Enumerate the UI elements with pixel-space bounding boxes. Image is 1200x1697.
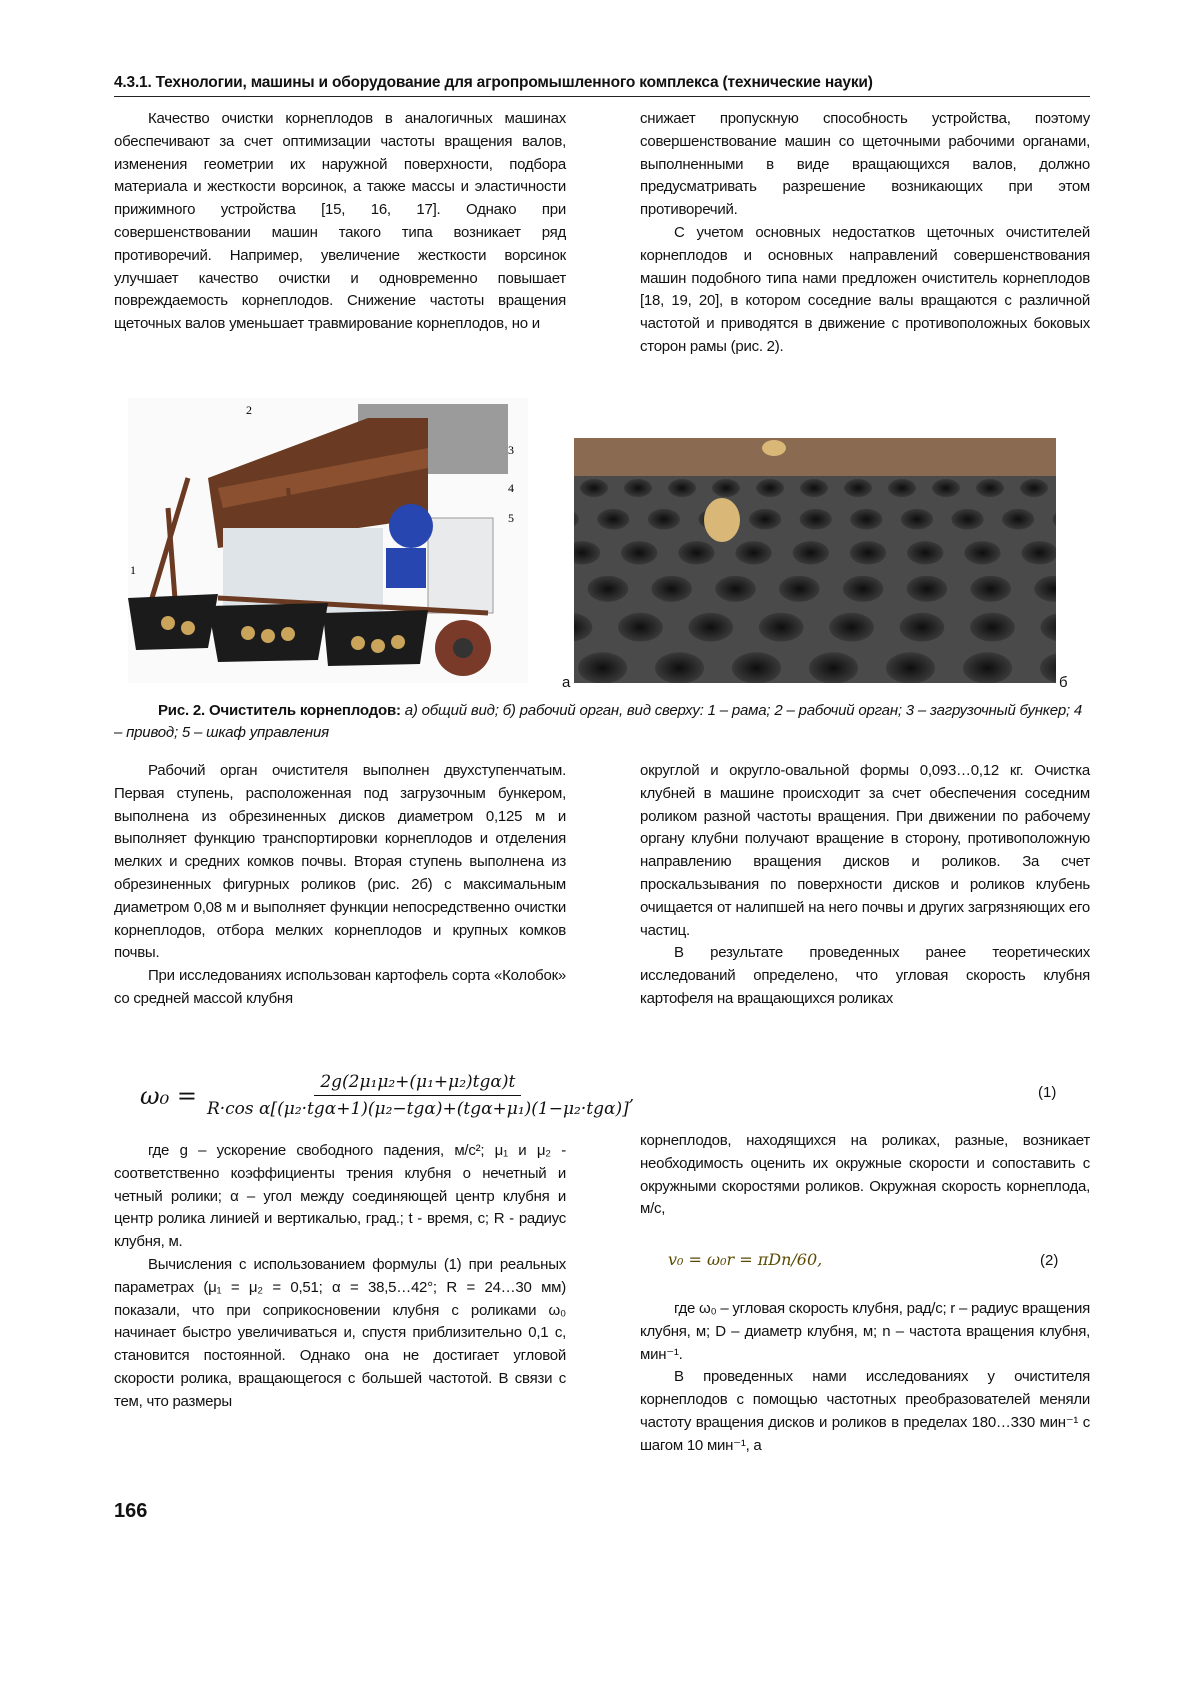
roller-gap [597, 509, 629, 530]
photo-working-body [574, 438, 1056, 683]
roller-gap [843, 576, 884, 602]
roller-gap [850, 509, 882, 530]
text-column-bottom-left [114, 1140, 566, 1414]
paragraph: корнеплодов, находящихся на роликах, разные, возникает необходимость оценить их окружные скорости и сопоставить с окружными скоростями роликов. Окружная скорость корнеплода, м/с, [640, 1132, 1090, 1218]
roller-gap [800, 479, 828, 497]
roller-gap [588, 576, 629, 602]
figure-label-a: а [562, 674, 571, 691]
photo-general-view [128, 398, 528, 683]
roller-gap [907, 541, 943, 564]
formula-denominator: R·cos α[(μ₂·tgα+1)(μ₂−tgα)+(tgα+μ₁)(1−μ₂·tgα)] [206, 1099, 629, 1119]
formula-2: v₀ = ω₀r = πDn/60, [668, 1250, 823, 1269]
paragraph: Качество очистки корнеплодов в аналогичных машинах обеспечивают за счет оптимизации частоты вращения валов, изменения геометрии их наружной поверхности, подбора материала и жесткости ворсинок, а также массы и эластичности прижимного устройства [15, 16, 17]. Однако при совершенствовании машин такого типа возникает ряд противоречий. Например, увеличение жесткости ворсинок улучшает качество очистки и одновременно повышает повреждаемость корнеплодов. Снижение частоты вращения щеточных валов уменьшает травмирование корнеплодов, но и [114, 110, 566, 333]
text-column-top-right [640, 108, 1090, 359]
roller-gap [678, 541, 714, 564]
formula-lhs: ω₀ = [140, 1081, 197, 1110]
roller-gap [618, 613, 663, 642]
caption-text: а) общий вид; б) рабочий орган, вид сверху: 1 – рама; 2 – рабочий орган; 3 – загрузочный бункер; 4 – привод; 5 – шкаф управления [114, 702, 1083, 741]
roller-gap [1020, 479, 1048, 497]
roller-gap [907, 576, 948, 602]
roller-gap [900, 613, 945, 642]
figure-label-b: б [1059, 674, 1068, 691]
page-number: 166 [114, 1500, 148, 1522]
paragraph: В результате проведенных ранее теоретических исследований определено, что угловая скорость клубня картофеля на вращающихся роликах [640, 944, 1090, 1007]
paragraph: округлой и округло-овальной формы 0,093…0,12 кг. Очистка клубней в машине происходит за счет обеспечения соседним роликом разной частоты вращения. При движении по рабочему органу клубни получают вращение в сторону, противоположную направлению вращения дисков и роликов. За счет проскальзывания по поверхности дисков и роликов клубень очищается от налипшей на него почвы и других загрязняющих его частиц. [640, 762, 1090, 939]
formula-fraction [207, 1072, 629, 1119]
roller-gap [844, 479, 872, 497]
text-column-bottom-right-2 [640, 1298, 1090, 1458]
roller-gap [624, 479, 652, 497]
text-column-top-left [114, 108, 566, 336]
roller-gap [756, 479, 784, 497]
roller-gap [829, 613, 874, 642]
roller-gap [800, 509, 832, 530]
roller-gap [888, 479, 916, 497]
text-column-mid-right [640, 760, 1090, 1011]
roller-gap [580, 479, 608, 497]
text-column-bottom-right [640, 1130, 1090, 1221]
caption-title: Рис. 2. Очиститель корнеплодов: [158, 702, 401, 719]
equation-number-1: (1) [1038, 1084, 1057, 1101]
roller-gap [651, 576, 692, 602]
roller-gap [976, 479, 1004, 497]
roller-gap [970, 613, 1015, 642]
roller-gap [793, 541, 829, 564]
text-column-mid-left [114, 760, 566, 1011]
figure-caption [114, 700, 1090, 744]
roller-gap [779, 576, 820, 602]
paragraph: Вычисления с использованием формулы (1) при реальных параметрах (μ₁ = μ₂ = 0,51; α = 38,5…42°; R = 24…30 мм) показали, что при соприкосновении клубня с роликами ω₀ начинает быстро увеличиваться и, спустя приблизительно 0,1 с, становится постоянной. Однако она не достигает угловой скорости ролика, вращающегося с большей частотой. В связи с тем, что размеры [114, 1255, 566, 1410]
roller-gap [886, 652, 935, 683]
roller-gap [1002, 509, 1034, 530]
roller-gap [970, 576, 1011, 602]
running-header: 4.3.1. Технологии, машины и оборудование для агропромышленного комплекса (технические науки) [114, 74, 1090, 97]
callout-4: 4 [508, 481, 514, 495]
roller-gap [715, 576, 756, 602]
roller-gap [850, 541, 886, 564]
roller-gap [951, 509, 983, 530]
roller-gap [655, 652, 704, 683]
roller-gap [809, 652, 858, 683]
paragraph: С учетом основных недостатков щеточных очистителей корнеплодов и основных направлений совершенствования машин подобного типа нами предложен очиститель корнеплодов [18, 19, 20], в котором соседние валы вращаются с различной частотой и приводятся в движение с противоположных боковых сторон рамы (рис. 2). [640, 223, 1090, 355]
roller-gap [964, 541, 1000, 564]
roller-gap [759, 613, 804, 642]
formula-tail: , [628, 1085, 635, 1106]
roller-gap [688, 613, 733, 642]
roller-gap [668, 479, 696, 497]
paragraph: При исследованиях использован картофель сорта «Колобок» со средней массой клубня [114, 967, 566, 1007]
roller-gap [621, 541, 657, 564]
roller-gap [712, 479, 740, 497]
roller-gap [932, 479, 960, 497]
roller-gap [749, 509, 781, 530]
roller-gap [963, 652, 1012, 683]
roller-gap [901, 509, 933, 530]
roller-gap [735, 541, 771, 564]
paragraph: снижает пропускную способность устройства, поэтому совершенствование машин со щеточными рабочими органами, выполненными в виде вращающихся валов, должно предусматривать разрешение возникающих при этом противоречий. [640, 110, 1090, 219]
callout-5: 5 [508, 511, 514, 525]
paragraph: где ω₀ – угловая скорость клубня, рад/с; r – радиус вращения клубня, м; D – диаметр клубня, м; n – частота вращения клубня, мин⁻¹. [640, 1300, 1090, 1363]
roller-gap [732, 652, 781, 683]
formula-1 [140, 1072, 634, 1119]
callout-1: 1 [130, 563, 136, 577]
equation-number-2: (2) [1040, 1252, 1059, 1269]
roller-gap [648, 509, 680, 530]
callout-3: 3 [508, 443, 514, 457]
paragraph: где g – ускорение свободного падения, м/с²; μ₁ и μ₂ - соответственно коэффициенты трения клубня о нечетный и четный ролики; α – угол между соединяющей центр клубня и центр ролика линией и вертикалью, град.; t - время, с; R - радиус клубня, м. [114, 1142, 566, 1251]
callout-2: 2 [246, 403, 252, 417]
formula-numerator: 2g(2μ₁μ₂+(μ₁+μ₂)tgα)t [314, 1072, 521, 1096]
roller-gap [578, 652, 627, 683]
paragraph: В проведенных нами исследованиях у очистителя корнеплодов с помощью частотных преобразователей меняли частоту вращения дисков и роликов в пределах 180…330 мин⁻¹ с шагом 10 мин⁻¹, а [640, 1368, 1090, 1454]
paragraph: Рабочий орган очистителя выполнен двухступенчатым. Первая ступень, расположенная под загрузочным бункером, выполнена из обрезиненных дисков диаметром 0,125 м и выполняет функцию транспортировки корнеплодов и отделения мелких и средних комков почвы. Вторая ступень выполнена из обрезиненных фигурных роликов (рис. 2б) с максимальным диаметром 0,08 м и выполняет функции непосредственно очистки корнеплодов, отбора мелких корнеплодов и крупных комков почвы. [114, 762, 566, 962]
